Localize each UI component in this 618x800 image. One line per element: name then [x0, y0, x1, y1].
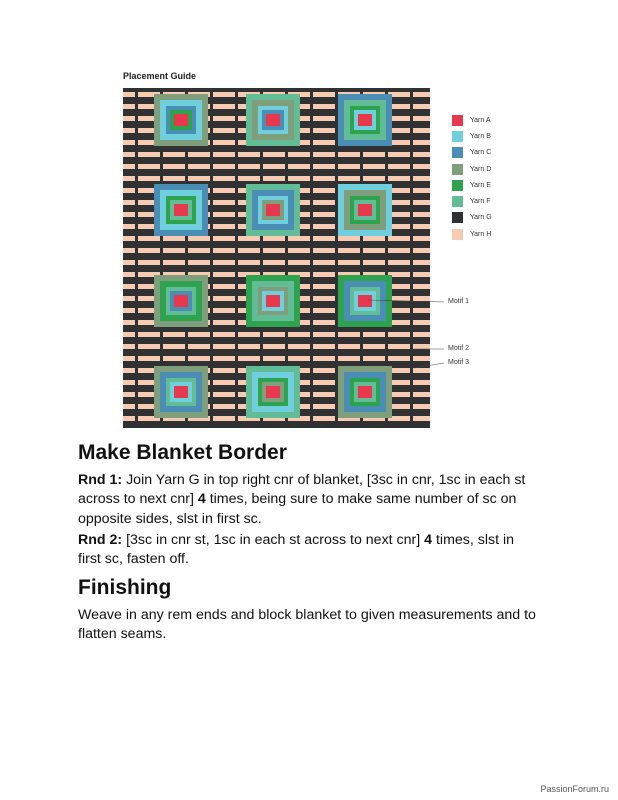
legend-swatch — [452, 212, 463, 223]
log-cabin-center-square — [358, 114, 372, 126]
stripe-peach — [423, 380, 430, 385]
legend-label: Yarn C — [470, 149, 492, 157]
legend-swatch — [452, 180, 463, 191]
border-heading: Make Blanket Border — [78, 441, 287, 464]
finishing-paragraph: Weave in any rem ends and block blanket to given measurements and to flatten seams. — [78, 607, 536, 643]
log-cabin-center-square — [266, 114, 280, 126]
rnd1-paragraph — [78, 471, 538, 529]
legend-item-yarn-h — [452, 226, 532, 242]
stripe-peach — [423, 188, 430, 193]
stripe-dark — [235, 88, 238, 428]
stripe-dark — [310, 88, 313, 428]
stripe-dark — [335, 88, 338, 428]
log-cabin-center-square — [266, 204, 280, 216]
stripe-dark — [210, 88, 213, 428]
stripe-peach — [423, 152, 430, 157]
rnd1-text: Join Yarn G in top right cnr of blanket, [3sc in cnr, 1sc in each st across to next cnr] — [78, 472, 526, 508]
stripe-peach — [423, 404, 430, 409]
legend-swatch — [452, 131, 463, 142]
stripe-peach — [423, 272, 430, 277]
stripe-peach — [423, 140, 430, 145]
stripe-peach — [423, 332, 430, 337]
stripe-dark — [410, 88, 413, 428]
stripe-peach — [423, 284, 430, 289]
legend-swatch — [452, 115, 463, 126]
legend-label: Yarn H — [470, 230, 492, 238]
stripe-peach — [423, 308, 430, 313]
rnd1-label: Rnd 1: — [78, 472, 123, 488]
stripe-peach — [423, 320, 430, 325]
log-cabin-center-square — [174, 386, 188, 398]
finishing-heading: Finishing — [78, 576, 172, 599]
stripe-peach — [423, 224, 430, 229]
rnd2-paragraph — [78, 531, 538, 570]
log-cabin-center-square — [266, 295, 280, 307]
log-cabin-center-square — [358, 295, 372, 307]
legend-item-yarn-f — [452, 193, 532, 209]
rnd2-text: [3sc in cnr st, 1sc in each st across to next cnr] — [122, 532, 425, 548]
rnd2-label: Rnd 2: — [78, 532, 123, 548]
legend-swatch — [452, 164, 463, 175]
log-cabin-center-square — [358, 386, 372, 398]
log-cabin-center-square — [174, 295, 188, 307]
callout-motif-2: Motif 2 — [448, 345, 470, 352]
placement-guide-title: Placement Guide — [123, 71, 197, 81]
rnd2-count: 4 — [424, 532, 433, 548]
legend-item-yarn-a — [452, 112, 532, 128]
legend-swatch — [452, 229, 463, 240]
log-cabin-center-square — [174, 114, 188, 126]
stripe-peach — [423, 248, 430, 253]
stripe-peach — [423, 344, 430, 349]
yarn-legend — [452, 112, 532, 242]
stripe-peach — [423, 416, 430, 421]
log-cabin-center-square — [174, 204, 188, 216]
rnd1-count: 4 — [197, 491, 206, 508]
stripe-peach — [423, 368, 430, 373]
legend-label: Yarn D — [470, 165, 492, 173]
legend-swatch — [452, 196, 463, 207]
legend-item-yarn-g — [452, 210, 532, 226]
stripe-peach — [423, 260, 430, 265]
stripe-dark — [135, 88, 138, 428]
legend-label: Yarn B — [470, 132, 491, 140]
blanket-placement-diagram — [123, 88, 430, 428]
stripe-peach — [423, 92, 430, 97]
log-cabin-center-square — [358, 204, 372, 216]
rnd1-text-end: times, being sure to make same number of sc on opposite sides, slst in first sc. — [78, 491, 517, 527]
stripe-peach — [423, 356, 430, 361]
stripe-peach — [423, 392, 430, 397]
stripe-peach — [423, 296, 430, 301]
stripe-peach — [423, 200, 430, 205]
callout-motif-1: Motif 1 — [448, 298, 470, 305]
stripe-peach — [423, 236, 430, 241]
legend-label: Yarn G — [470, 214, 492, 222]
stripe-peach — [423, 176, 430, 181]
legend-item-yarn-b — [452, 128, 532, 144]
rnd2-text-end: times, slst in first sc, fasten off. — [78, 532, 515, 568]
legend-label: Yarn A — [470, 116, 491, 124]
legend-label: Yarn F — [470, 198, 491, 206]
legend-item-yarn-d — [452, 161, 532, 177]
legend-item-yarn-e — [452, 177, 532, 193]
stripe-peach — [423, 128, 430, 133]
stripe-peach — [423, 104, 430, 109]
watermark: PassionForum.ru — [540, 784, 609, 794]
stripe-peach — [423, 116, 430, 121]
stripe-peach — [423, 164, 430, 169]
log-cabin-center-square — [266, 386, 280, 398]
legend-label: Yarn E — [470, 181, 491, 189]
stripe-peach — [423, 212, 430, 217]
callout-motif-3: Motif 3 — [448, 359, 470, 366]
legend-swatch — [452, 147, 463, 158]
legend-item-yarn-c — [452, 145, 532, 161]
